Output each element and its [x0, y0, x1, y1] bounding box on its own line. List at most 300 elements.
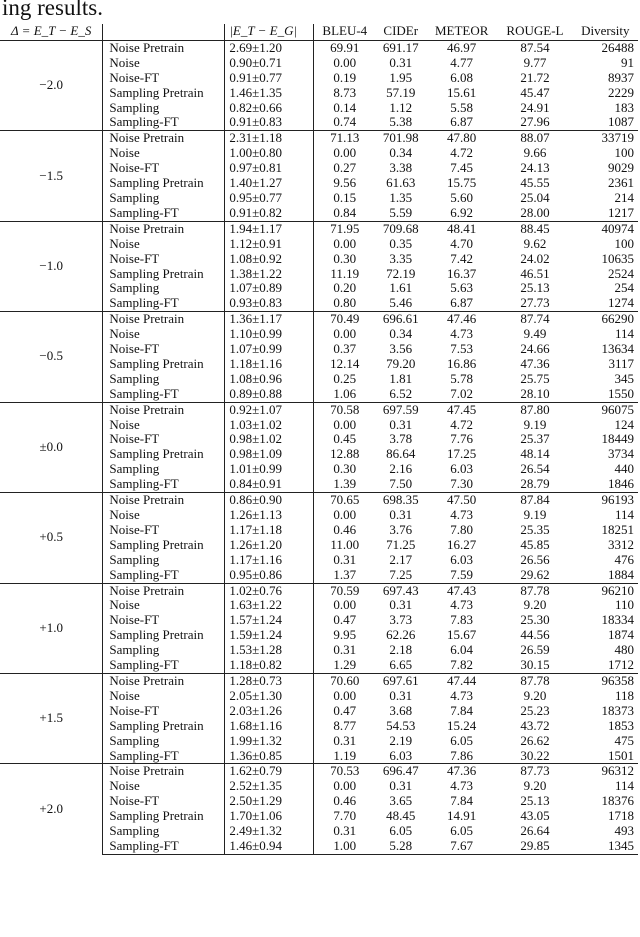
- cell-method: Noise Pretrain: [103, 402, 225, 417]
- cell-cider: 6.05: [389, 823, 413, 839]
- cell-diversity: 214: [614, 189, 634, 205]
- cell-method: Noise-FT: [103, 71, 225, 86]
- cell-cider: 5.28: [375, 839, 426, 854]
- table-row: [0, 493, 638, 508]
- cell-cider: 6.65: [389, 657, 413, 673]
- cell-method: Noise-FT: [103, 161, 225, 176]
- cell-method: Sampling Pretrain: [103, 176, 225, 191]
- cell-bleu: 0.00: [333, 687, 357, 703]
- cell-cider: 2.19: [389, 732, 413, 748]
- cell-error: 1.68±1.16: [225, 719, 314, 734]
- cell-method: Sampling: [103, 643, 225, 658]
- header-rouge: ROUGE-L: [506, 23, 564, 38]
- delta-label: −1.0: [0, 221, 103, 311]
- header-cider: CIDEr: [383, 23, 419, 38]
- cell-cider: 1.12: [389, 99, 413, 115]
- cell-meteor: 47.43: [426, 583, 497, 598]
- cell-error: 1.40±1.27: [225, 176, 314, 191]
- cell-error: 1.70±1.06: [225, 809, 314, 824]
- cell-diversity: 1846: [608, 476, 634, 492]
- cell-rouge: 24.91: [520, 99, 550, 115]
- cell-rouge: 9.62: [523, 235, 547, 251]
- cell-bleu: 1.06: [333, 385, 357, 401]
- cell-method: Noise Pretrain: [103, 312, 225, 327]
- cell-error: 2.05±1.30: [225, 689, 314, 704]
- cell-diversity: 475: [614, 732, 634, 748]
- delta-label: −1.5: [0, 131, 103, 221]
- cell-rouge: 25.35: [520, 521, 550, 537]
- cell-meteor: 4.77: [450, 54, 474, 70]
- cell-method: Noise Pretrain: [103, 673, 225, 688]
- cell-error: 1.28±0.73: [225, 673, 314, 688]
- cell-rouge: 87.73: [497, 764, 572, 779]
- cell-diversity: 1345: [573, 839, 638, 854]
- cell-diversity: 3117: [608, 355, 634, 371]
- cell-diversity: 66290: [573, 312, 638, 327]
- cell-bleu: 0.27: [333, 160, 357, 176]
- cell-meteor: 4.73: [450, 597, 474, 613]
- cell-meteor: 7.82: [450, 657, 474, 673]
- cell-error: 1.01±0.99: [225, 462, 314, 477]
- cell-method: Sampling-FT: [103, 477, 225, 492]
- cell-diversity: 493: [614, 823, 634, 839]
- header-error: |E_T − E_G|: [225, 24, 314, 40]
- cell-method: Sampling Pretrain: [103, 538, 225, 553]
- cell-error: 2.52±1.35: [225, 779, 314, 794]
- cell-meteor: 15.61: [447, 84, 477, 100]
- cell-cider: 62.26: [386, 627, 416, 643]
- cell-rouge: 26.64: [520, 823, 550, 839]
- cell-error: 0.93±0.83: [225, 296, 314, 311]
- cell-rouge: 44.56: [520, 627, 550, 643]
- cell-cider: 697.61: [375, 673, 426, 688]
- cell-diversity: 1853: [608, 717, 634, 733]
- cell-error: 1.36±0.85: [225, 749, 314, 764]
- cell-method: Noise: [103, 237, 225, 252]
- cell-rouge: 25.30: [520, 612, 550, 628]
- cell-cider: 5.46: [389, 295, 413, 311]
- cell-bleu: 8.77: [333, 717, 357, 733]
- cell-method: Sampling-FT: [103, 568, 225, 583]
- cell-diversity: 100: [614, 235, 634, 251]
- cell-method: Sampling Pretrain: [103, 628, 225, 643]
- cell-method: Noise Pretrain: [103, 764, 225, 779]
- cell-diversity: 183: [614, 99, 634, 115]
- cell-method: Noise Pretrain: [103, 583, 225, 598]
- cell-bleu: 12.88: [330, 446, 360, 462]
- cell-method: Sampling: [103, 462, 225, 477]
- cell-diversity: 124: [614, 416, 634, 432]
- cell-bleu: 1.00: [314, 839, 376, 854]
- cell-cider: 709.68: [375, 221, 426, 236]
- caption-fragment: ing results.: [2, 0, 103, 20]
- cell-diversity: 3312: [608, 536, 634, 552]
- cell-diversity: 110: [614, 597, 634, 613]
- cell-method: Noise Pretrain: [103, 131, 225, 146]
- cell-rouge: 43.72: [520, 717, 550, 733]
- cell-bleu: 70.49: [314, 312, 376, 327]
- cell-meteor: 6.05: [450, 732, 474, 748]
- cell-meteor: 16.27: [447, 536, 477, 552]
- cell-meteor: 48.41: [426, 221, 497, 236]
- table-header-row: [0, 24, 638, 40]
- cell-cider: 54.53: [386, 717, 416, 733]
- cell-rouge: 25.04: [520, 189, 550, 205]
- cell-cider: 61.63: [386, 175, 416, 191]
- cell-bleu: 70.53: [314, 764, 376, 779]
- cell-error: 1.17±1.16: [225, 553, 314, 568]
- cell-error: 2.50±1.29: [225, 794, 314, 809]
- cell-meteor: 5.78: [450, 370, 474, 386]
- cell-bleu: 0.31: [333, 823, 357, 839]
- cell-bleu: 0.31: [333, 551, 357, 567]
- cell-rouge: 26.56: [520, 551, 550, 567]
- cell-rouge: 28.00: [520, 204, 550, 220]
- cell-bleu: 1.39: [333, 476, 357, 492]
- cell-cider: 3.78: [389, 431, 413, 447]
- cell-meteor: 4.72: [450, 145, 474, 161]
- cell-error: 1.62±0.79: [225, 764, 314, 779]
- cell-error: 2.31±1.18: [225, 131, 314, 146]
- cell-meteor: 6.92: [450, 204, 474, 220]
- cell-meteor: 15.67: [447, 627, 477, 643]
- cell-bleu: 1.29: [333, 657, 357, 673]
- cell-meteor: 7.80: [450, 521, 474, 537]
- cell-bleu: 0.31: [333, 732, 357, 748]
- cell-bleu: 11.00: [330, 536, 360, 552]
- cell-rouge: 9.19: [523, 416, 547, 432]
- cell-diversity: 8937: [608, 69, 634, 85]
- cell-meteor: 47.80: [426, 131, 497, 146]
- cell-meteor: 47.46: [426, 312, 497, 327]
- header-delta: Δ = E_T − E_S: [0, 24, 103, 40]
- cell-rouge: 29.62: [520, 566, 550, 582]
- cell-bleu: 0.00: [333, 778, 357, 794]
- cell-bleu: 0.80: [333, 295, 357, 311]
- cell-method: Noise: [103, 689, 225, 704]
- cell-cider: 1.81: [389, 370, 413, 386]
- cell-cider: 0.31: [389, 597, 413, 613]
- cell-method: Sampling: [103, 553, 225, 568]
- cell-diversity: 18334: [601, 612, 634, 628]
- cell-cider: 2.18: [389, 642, 413, 658]
- table-body: [0, 40, 638, 854]
- cell-meteor: 6.87: [450, 114, 474, 130]
- cell-cider: 57.19: [386, 84, 416, 100]
- cell-method: Sampling-FT: [103, 115, 225, 130]
- cell-meteor: 47.44: [426, 673, 497, 688]
- cell-diversity: 96312: [573, 764, 638, 779]
- cell-cider: 3.56: [389, 341, 413, 357]
- cell-diversity: 476: [614, 551, 634, 567]
- cell-error: 1.63±1.22: [225, 598, 314, 613]
- cell-error: 0.92±1.07: [225, 402, 314, 417]
- cell-meteor: 4.73: [450, 507, 474, 522]
- cell-cider: 0.31: [389, 507, 413, 522]
- cell-method: Noise-FT: [103, 794, 225, 809]
- cell-diversity: 96193: [573, 493, 638, 508]
- cell-rouge: 24.13: [520, 160, 550, 176]
- cell-diversity: 2524: [608, 265, 634, 281]
- cell-method: Noise-FT: [103, 613, 225, 628]
- cell-meteor: 6.08: [450, 69, 474, 85]
- cell-rouge: 87.78: [497, 673, 572, 688]
- cell-method: Noise-FT: [103, 252, 225, 267]
- cell-diversity: 1712: [608, 657, 634, 673]
- cell-diversity: 100: [614, 145, 634, 161]
- cell-rouge: 25.23: [520, 702, 550, 718]
- table-row: [0, 131, 638, 146]
- cell-diversity: 345: [614, 370, 634, 386]
- cell-error: 1.12±0.91: [225, 237, 314, 252]
- cell-method: Sampling-FT: [103, 206, 225, 221]
- cell-cider: 0.31: [389, 778, 413, 794]
- cell-error: 0.86±0.90: [225, 493, 314, 508]
- cell-cider: 7.50: [389, 476, 413, 492]
- cell-rouge: 28.10: [520, 385, 550, 401]
- cell-cider: 697.59: [375, 402, 426, 417]
- cell-bleu: 9.56: [333, 175, 357, 191]
- cell-meteor: 7.83: [450, 612, 474, 628]
- cell-bleu: 0.00: [333, 145, 357, 161]
- cell-rouge: 24.02: [520, 250, 550, 266]
- cell-bleu: 9.95: [333, 627, 357, 643]
- cell-diversity: 18376: [601, 793, 634, 809]
- cell-method: Sampling-FT: [103, 387, 225, 402]
- cell-bleu: 0.84: [333, 204, 357, 220]
- cell-diversity: 91: [621, 54, 634, 70]
- cell-bleu: 0.47: [333, 612, 357, 628]
- cell-bleu: 0.20: [333, 280, 357, 296]
- delta-label: −0.5: [0, 312, 103, 402]
- cell-bleu: 11.19: [330, 265, 360, 281]
- cell-rouge: 9.49: [523, 326, 547, 342]
- cell-error: 0.91±0.77: [225, 71, 314, 86]
- cell-diversity: 114: [614, 507, 634, 522]
- cell-bleu: 70.58: [314, 402, 376, 417]
- cell-bleu: 0.00: [333, 416, 357, 432]
- cell-method: Sampling Pretrain: [103, 719, 225, 734]
- cell-rouge: 87.84: [497, 493, 572, 508]
- cell-rouge: 46.51: [520, 265, 550, 281]
- cell-error: 1.00±0.80: [225, 146, 314, 161]
- cell-error: 1.08±0.92: [225, 252, 314, 267]
- cell-bleu: 0.45: [333, 431, 357, 447]
- cell-bleu: 0.19: [333, 69, 357, 85]
- header-method: [103, 24, 225, 40]
- cell-diversity: 1874: [608, 627, 634, 643]
- cell-meteor: 5.60: [450, 189, 474, 205]
- cell-bleu: 1.37: [333, 566, 357, 582]
- cell-diversity: 26488: [573, 40, 638, 55]
- cell-error: 0.91±0.83: [225, 115, 314, 130]
- cell-error: 0.95±0.77: [225, 191, 314, 206]
- cell-error: 0.97±0.81: [225, 161, 314, 176]
- cell-method: Noise: [103, 56, 225, 71]
- cell-meteor: 46.97: [426, 40, 497, 55]
- cell-meteor: 4.70: [450, 235, 474, 251]
- cell-cider: 701.98: [375, 131, 426, 146]
- cell-method: Sampling-FT: [103, 749, 225, 764]
- cell-meteor: 4.73: [450, 778, 474, 794]
- cell-cider: 5.59: [389, 204, 413, 220]
- cell-cider: 696.61: [375, 312, 426, 327]
- cell-diversity: 9029: [608, 160, 634, 176]
- cell-meteor: 14.91: [447, 808, 477, 824]
- cell-rouge: 47.36: [520, 355, 550, 371]
- table-row: [0, 221, 638, 236]
- cell-error: 2.69±1.20: [225, 40, 314, 55]
- header-meteor: METEOR: [434, 23, 489, 38]
- cell-bleu: 70.60: [314, 673, 376, 688]
- cell-method: Noise Pretrain: [103, 493, 225, 508]
- cell-meteor: 6.03: [450, 551, 474, 567]
- cell-error: 1.46±1.35: [225, 86, 314, 101]
- cell-meteor: 7.02: [450, 385, 474, 401]
- cell-rouge: 9.20: [523, 778, 547, 794]
- cell-bleu: 0.00: [333, 597, 357, 613]
- cell-cider: 1.95: [389, 69, 413, 85]
- cell-cider: 3.68: [389, 702, 413, 718]
- cell-bleu: 0.00: [333, 326, 357, 342]
- cell-diversity: 1274: [608, 295, 634, 311]
- delta-label: +1.0: [0, 583, 103, 673]
- cell-diversity: 13634: [601, 341, 634, 357]
- cell-cider: 696.47: [375, 764, 426, 779]
- table-row: [0, 312, 638, 327]
- cell-method: Noise Pretrain: [103, 221, 225, 236]
- cell-error: 1.26±1.13: [225, 508, 314, 523]
- cell-meteor: 7.53: [450, 341, 474, 357]
- cell-rouge: 30.22: [520, 747, 550, 763]
- cell-meteor: 15.75: [447, 175, 477, 191]
- cell-bleu: 70.59: [314, 583, 376, 598]
- cell-rouge: 45.47: [520, 84, 550, 100]
- cell-method: Noise-FT: [103, 432, 225, 447]
- cell-method: Sampling: [103, 281, 225, 296]
- cell-meteor: 7.45: [450, 160, 474, 176]
- cell-cider: 48.45: [386, 808, 416, 824]
- cell-rouge: 29.85: [497, 839, 572, 854]
- cell-cider: 1.61: [389, 280, 413, 296]
- cell-method: Sampling: [103, 824, 225, 839]
- cell-rouge: 45.85: [520, 536, 550, 552]
- cell-method: Sampling Pretrain: [103, 809, 225, 824]
- cell-diversity: 1550: [608, 385, 634, 401]
- cell-bleu: 0.74: [333, 114, 357, 130]
- cell-diversity: 1217: [608, 204, 634, 220]
- cell-method: Noise: [103, 508, 225, 523]
- cell-meteor: 7.86: [450, 747, 474, 763]
- header-diversity: Diversity: [581, 23, 630, 38]
- cell-meteor: 7.59: [450, 566, 474, 582]
- cell-diversity: 96075: [573, 402, 638, 417]
- cell-diversity: 2229: [608, 84, 634, 100]
- cell-rouge: 9.77: [523, 54, 547, 70]
- cell-cider: 6.03: [389, 747, 413, 763]
- cell-method: Sampling: [103, 372, 225, 387]
- cell-meteor: 7.84: [450, 702, 474, 718]
- header-bleu: BLEU-4: [322, 23, 368, 38]
- cell-bleu: 0.46: [333, 521, 357, 537]
- cell-meteor: 17.25: [447, 446, 477, 462]
- cell-bleu: 0.14: [333, 99, 357, 115]
- cell-rouge: 27.96: [520, 114, 550, 130]
- cell-meteor: 7.84: [450, 793, 474, 809]
- cell-meteor: 7.67: [426, 839, 497, 854]
- table-row: [0, 764, 638, 779]
- cell-rouge: 87.80: [497, 402, 572, 417]
- cell-method: Sampling: [103, 191, 225, 206]
- cell-method: Sampling: [103, 101, 225, 116]
- cell-cider: 3.73: [389, 612, 413, 628]
- cell-error: 1.07±0.99: [225, 342, 314, 357]
- cell-cider: 7.25: [389, 566, 413, 582]
- cell-meteor: 47.45: [426, 402, 497, 417]
- delta-label: +1.5: [0, 673, 103, 763]
- cell-rouge: 25.13: [520, 280, 550, 296]
- cell-rouge: 21.72: [520, 69, 550, 85]
- cell-error: 1.57±1.24: [225, 613, 314, 628]
- cell-bleu: 0.15: [333, 189, 357, 205]
- cell-cider: 5.38: [389, 114, 413, 130]
- cell-diversity: 254: [614, 280, 634, 296]
- cell-method: Noise-FT: [103, 704, 225, 719]
- cell-bleu: 70.65: [314, 493, 376, 508]
- cell-diversity: 1087: [608, 114, 634, 130]
- cell-error: 1.59±1.24: [225, 628, 314, 643]
- cell-rouge: 30.15: [520, 657, 550, 673]
- cell-cider: 3.38: [389, 160, 413, 176]
- cell-error: 0.90±0.71: [225, 56, 314, 71]
- cell-cider: 0.31: [389, 54, 413, 70]
- cell-meteor: 47.50: [426, 493, 497, 508]
- cell-meteor: 15.24: [447, 717, 477, 733]
- cell-cider: 1.35: [389, 189, 413, 205]
- cell-error: 0.89±0.88: [225, 387, 314, 402]
- cell-rouge: 9.20: [523, 597, 547, 613]
- cell-method: Noise: [103, 598, 225, 613]
- cell-error: 1.94±1.17: [225, 221, 314, 236]
- cell-cider: 698.35: [375, 493, 426, 508]
- cell-cider: 0.31: [389, 687, 413, 703]
- cell-rouge: 26.59: [520, 642, 550, 658]
- cell-diversity: 10635: [601, 250, 634, 266]
- cell-cider: 0.35: [389, 235, 413, 251]
- cell-rouge: 25.13: [520, 793, 550, 809]
- cell-method: Sampling Pretrain: [103, 86, 225, 101]
- table-row: [0, 673, 638, 688]
- cell-cider: 71.25: [386, 536, 416, 552]
- cell-rouge: 25.37: [520, 431, 550, 447]
- cell-error: 1.07±0.89: [225, 281, 314, 296]
- delta-label: ±0.0: [0, 402, 103, 492]
- cell-rouge: 28.79: [520, 476, 550, 492]
- cell-diversity: 114: [614, 778, 634, 794]
- cell-meteor: 5.63: [450, 280, 474, 296]
- cell-rouge: 87.74: [497, 312, 572, 327]
- cell-meteor: 4.73: [450, 326, 474, 342]
- cell-bleu: 0.30: [333, 461, 357, 477]
- cell-rouge: 87.78: [497, 583, 572, 598]
- cell-method: Noise: [103, 146, 225, 161]
- cell-method: Noise: [103, 327, 225, 342]
- cell-diversity: 96210: [573, 583, 638, 598]
- cell-method: Sampling-FT: [103, 296, 225, 311]
- cell-cider: 79.20: [386, 355, 416, 371]
- cell-cider: 72.19: [386, 265, 416, 281]
- cell-rouge: 48.14: [520, 446, 550, 462]
